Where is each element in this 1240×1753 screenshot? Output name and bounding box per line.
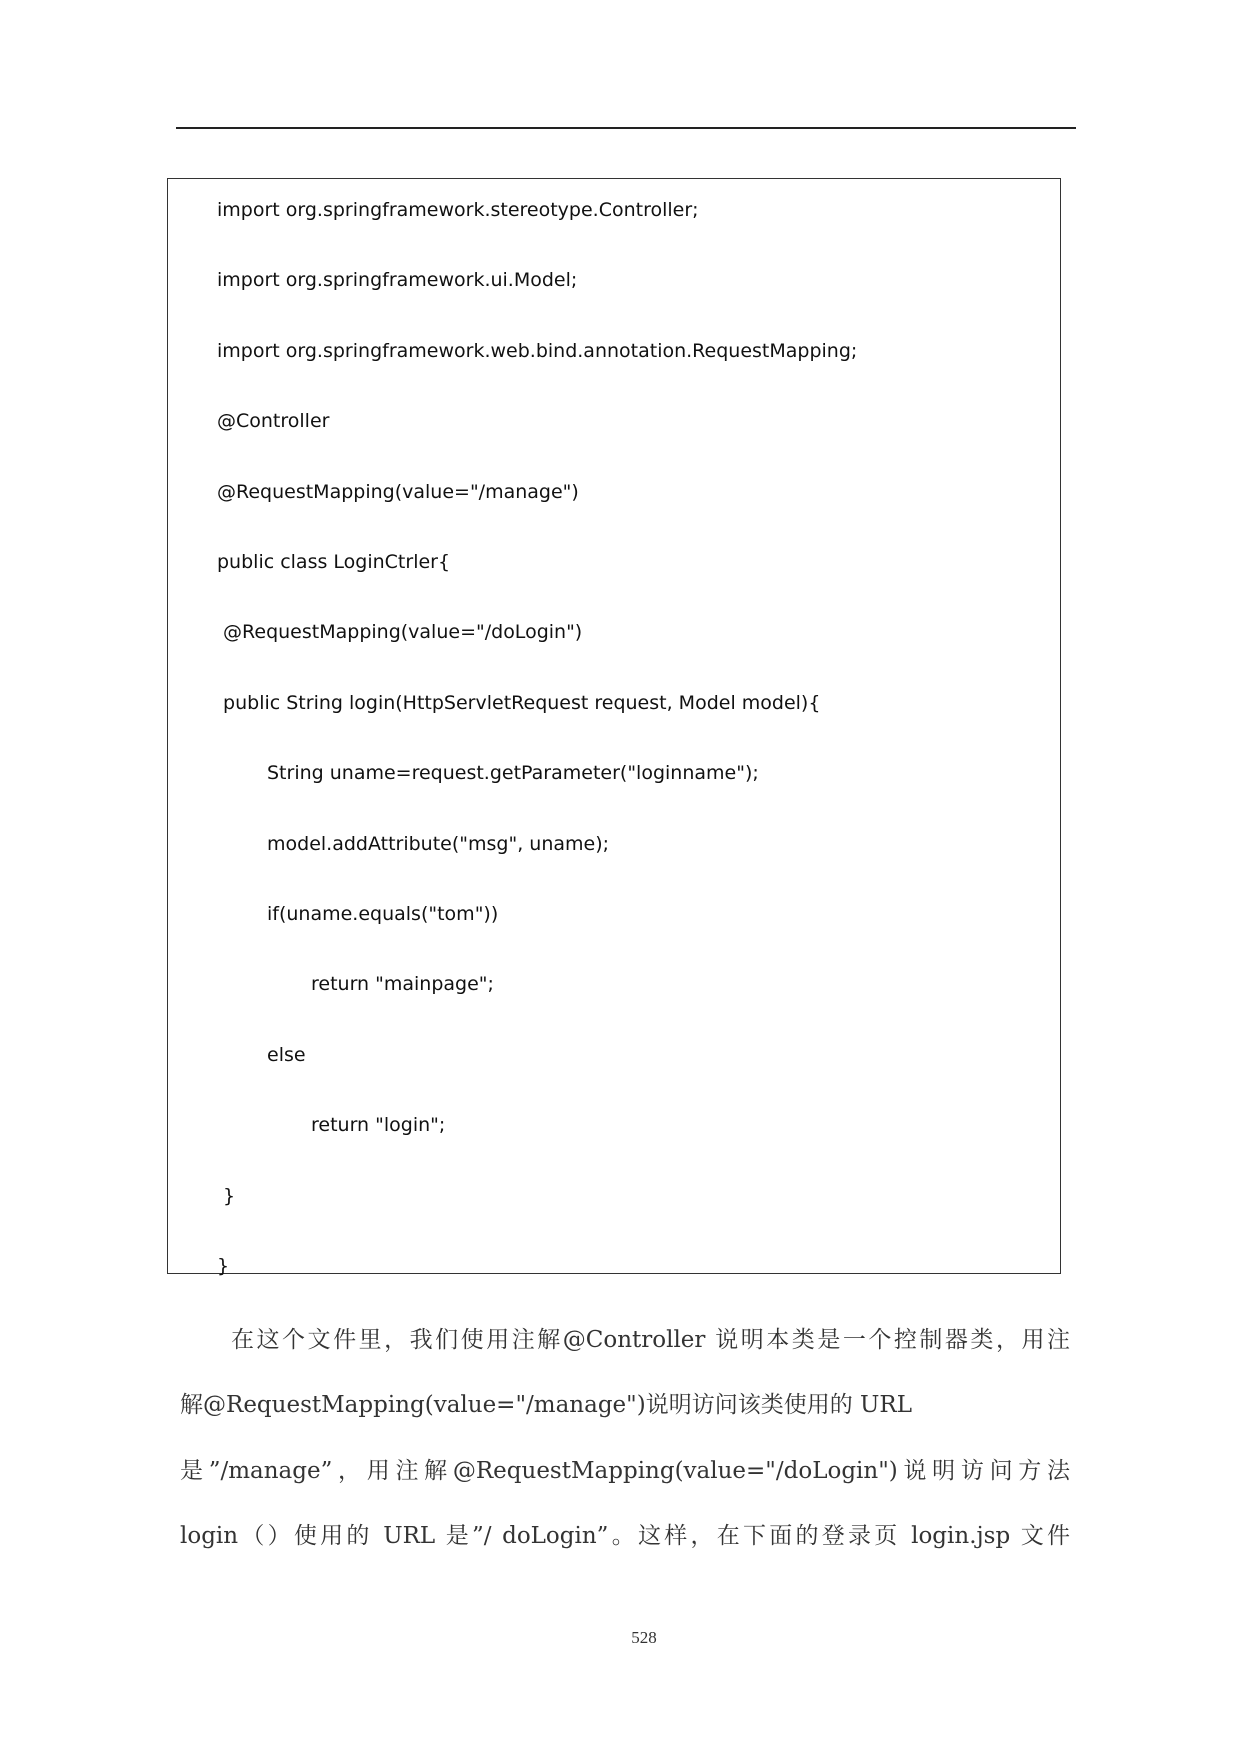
code-line: public class LoginCtrler{ — [217, 551, 451, 573]
code-line: } — [217, 1255, 230, 1277]
code-line: import org.springframework.stereotype.Controller; — [217, 199, 699, 221]
code-line: else — [267, 1043, 306, 1066]
code-line: public String login(HttpServletRequest request, Model model){ — [217, 691, 821, 714]
header-rule — [176, 127, 1076, 129]
code-line: @Controller — [217, 410, 330, 433]
paragraph-line: 解@RequestMapping(value="/manage")说明访问该类使用的 URL — [180, 1392, 913, 1418]
code-line: if(uname.equals("tom")) — [267, 903, 499, 925]
page-number: 528 — [631, 1628, 657, 1647]
code-line: model.addAttribute("msg", uname); — [267, 832, 610, 855]
code-line: @RequestMapping(value="/manage") — [217, 480, 579, 503]
code-line: } — [217, 1184, 236, 1207]
paragraph-line: 在这个文件里，我们使用注解@Controller 说明本类是一个控制器类，用注 — [231, 1327, 1070, 1353]
code-line: return "login"; — [311, 1114, 446, 1137]
paragraph-line: login（）使用的 URL 是”/ doLogin”。这样，在下面的登录页 login.jsp 文件 — [180, 1523, 1070, 1549]
code-line: return "mainpage"; — [311, 973, 494, 996]
code-line: import org.springframework.web.bind.annotation.RequestMapping; — [217, 339, 858, 362]
paragraph-line: 是”/manage”，用注解@RequestMapping(value="/doLogin")说明访问方法 — [180, 1458, 1070, 1484]
code-line: import org.springframework.ui.Model; — [217, 269, 578, 292]
code-line: String uname=request.getParameter("loginname"); — [267, 762, 759, 785]
code-line: @RequestMapping(value="/doLogin") — [217, 621, 583, 644]
